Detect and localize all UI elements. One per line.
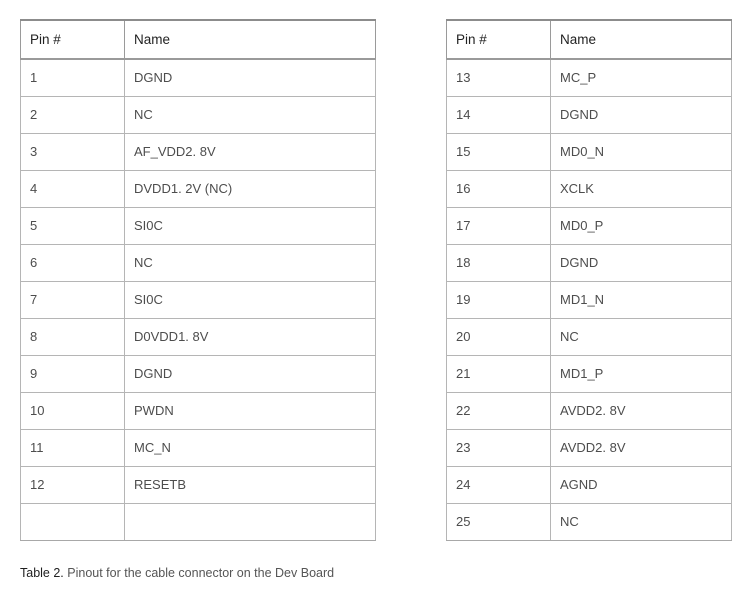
pin-number-cell: 3: [21, 133, 125, 170]
table-row: [21, 429, 376, 466]
pin-name-cell: DGND: [125, 59, 376, 96]
pin-column-header: Pin #: [21, 20, 125, 59]
pin-name-cell: RESETB: [125, 466, 376, 503]
pin-number-cell: 8: [21, 318, 125, 355]
table-row: [21, 133, 376, 170]
pin-number-cell: 16: [447, 170, 551, 207]
pin-number-cell: 22: [447, 392, 551, 429]
table-header-row: [21, 20, 376, 59]
pin-number-cell: 4: [21, 170, 125, 207]
table-row: [21, 244, 376, 281]
table-row: [447, 281, 732, 318]
pin-name-cell: DGND: [551, 244, 732, 281]
pin-name-cell: XCLK: [551, 170, 732, 207]
table-row: [21, 318, 376, 355]
caption-text: Pinout for the cable connector on the Dev Board: [63, 566, 335, 580]
table-row: [21, 59, 376, 96]
pin-name-cell: DGND: [551, 96, 732, 133]
pin-name-cell: MD1_N: [551, 281, 732, 318]
pin-number-cell: 14: [447, 96, 551, 133]
pinout-table-right: [446, 19, 732, 541]
table-row: [447, 207, 732, 244]
pin-name-cell: MC_P: [551, 59, 732, 96]
table-row: [447, 466, 732, 503]
table-caption: [20, 566, 334, 580]
pin-number-cell: 11: [21, 429, 125, 466]
pin-number-cell: 17: [447, 207, 551, 244]
pin-number-cell: 9: [21, 355, 125, 392]
pin-number-cell: 1: [21, 59, 125, 96]
table-row: [21, 96, 376, 133]
table-row: [447, 170, 732, 207]
pin-name-cell: MD0_N: [551, 133, 732, 170]
pin-name-cell: NC: [125, 244, 376, 281]
table-row: [21, 170, 376, 207]
pin-number-cell: 24: [447, 466, 551, 503]
pin-name-cell: D0VDD1. 8V: [125, 318, 376, 355]
pin-name-cell: NC: [551, 318, 732, 355]
table-row: [447, 96, 732, 133]
table-row: [21, 503, 376, 540]
table-row: [447, 355, 732, 392]
pin-name-cell: AF_VDD2. 8V: [125, 133, 376, 170]
table-row: [447, 429, 732, 466]
pin-name-cell: PWDN: [125, 392, 376, 429]
pin-name-cell: MD0_P: [551, 207, 732, 244]
pin-number-cell: 19: [447, 281, 551, 318]
pin-name-cell: SI0C: [125, 281, 376, 318]
pin-column-header: Pin #: [447, 20, 551, 59]
table-row: [447, 133, 732, 170]
pin-number-cell: 21: [447, 355, 551, 392]
table-row: [21, 355, 376, 392]
pinout-table-left: [20, 19, 376, 541]
pin-name-cell: DGND: [125, 355, 376, 392]
pinout-table-left-body: [21, 59, 376, 540]
pin-number-cell: 6: [21, 244, 125, 281]
pin-name-cell: AVDD2. 8V: [551, 429, 732, 466]
pin-number-cell: 18: [447, 244, 551, 281]
pin-number-cell: 2: [21, 96, 125, 133]
pin-name-cell: AVDD2. 8V: [551, 392, 732, 429]
table-row: [21, 281, 376, 318]
pin-name-cell: [125, 503, 376, 540]
pin-number-cell: 5: [21, 207, 125, 244]
pin-number-cell: 13: [447, 59, 551, 96]
caption-label: Table 2.: [20, 566, 64, 580]
pin-number-cell: [21, 503, 125, 540]
table-row: [447, 244, 732, 281]
table-row: [21, 207, 376, 244]
pin-number-cell: 7: [21, 281, 125, 318]
pin-name-cell: NC: [125, 96, 376, 133]
table-row: [447, 59, 732, 96]
pin-name-cell: AGND: [551, 466, 732, 503]
table-row: [447, 392, 732, 429]
pin-number-cell: 15: [447, 133, 551, 170]
name-column-header: Name: [125, 20, 376, 59]
pin-number-cell: 12: [21, 466, 125, 503]
table-row: [447, 503, 732, 540]
name-column-header: Name: [551, 20, 732, 59]
pin-number-cell: 10: [21, 392, 125, 429]
pin-number-cell: 23: [447, 429, 551, 466]
table-row: [21, 392, 376, 429]
pin-name-cell: MD1_P: [551, 355, 732, 392]
pin-name-cell: DVDD1. 2V (NC): [125, 170, 376, 207]
pin-name-cell: NC: [551, 503, 732, 540]
pin-number-cell: 25: [447, 503, 551, 540]
table-row: [21, 466, 376, 503]
pinout-table-right-body: [447, 59, 732, 540]
table-header-row: [447, 20, 732, 59]
table-row: [447, 318, 732, 355]
pin-name-cell: MC_N: [125, 429, 376, 466]
pin-number-cell: 20: [447, 318, 551, 355]
pin-name-cell: SI0C: [125, 207, 376, 244]
